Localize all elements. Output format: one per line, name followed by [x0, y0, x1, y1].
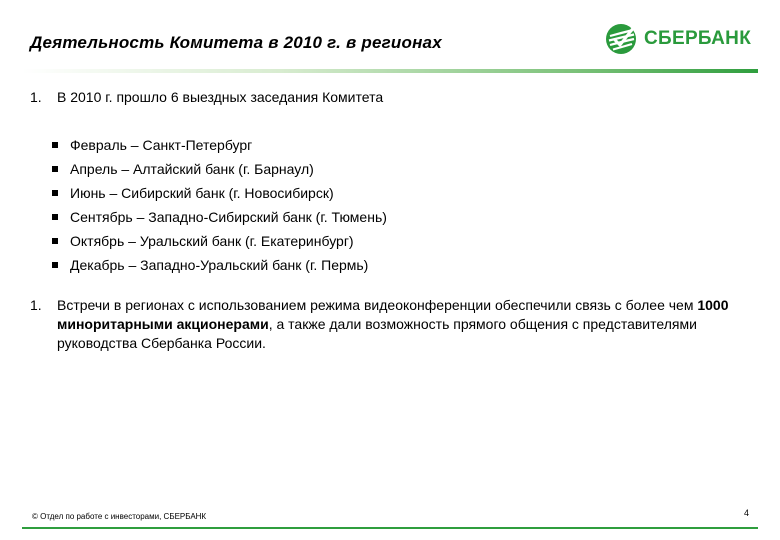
page-number: 4 [744, 508, 750, 518]
point-2-text-end: , а также дали возможность прямого общения с представителями руководства Сбербанка России. [57, 316, 697, 351]
point-2-text-bold: 1000 миноритарными акционерами [57, 297, 729, 332]
sberbank-logo-icon [604, 22, 638, 56]
meeting-text: Февраль – Санкт-Петербург [70, 137, 253, 153]
point-2-text [57, 296, 730, 353]
sberbank-logo [604, 22, 764, 58]
bullet-square-icon [52, 214, 58, 220]
logo-text: СБЕРБАНК [644, 28, 752, 49]
bullet-square-icon [52, 262, 58, 268]
point-1-number: 1. [30, 89, 42, 105]
point-2 [30, 296, 730, 353]
bullet-square-icon [52, 190, 58, 196]
bullet-square-icon [52, 238, 58, 244]
point-2-text-start: Встречи в регионах с использованием режима видеоконференции обеспечили связь с более чем [57, 297, 698, 313]
page-title: Деятельность Комитета в 2010 г. в регионах [30, 33, 442, 52]
meeting-text: Июнь – Сибирский банк (г. Новосибирск) [70, 185, 334, 201]
bullet-square-icon [52, 142, 58, 148]
point-1 [30, 89, 383, 105]
header-divider [22, 69, 758, 73]
footer-copyright: © Отдел по работе с инвесторами, СБЕРБАНК [32, 512, 207, 521]
bullet-square-icon [52, 166, 58, 172]
meeting-text: Апрель – Алтайский банк (г. Барнаул) [70, 161, 314, 177]
point-2-number: 1. [30, 297, 42, 313]
meeting-text: Октябрь – Уральский банк (г. Екатеринбург) [70, 233, 354, 249]
meeting-text: Сентябрь – Западно-Сибирский банк (г. Тюмень) [70, 209, 387, 225]
footer-divider [22, 527, 758, 529]
meeting-text: Декабрь – Западно-Уральский банк (г. Пермь) [70, 257, 369, 273]
point-1-text: В 2010 г. прошло 6 выездных заседания Комитета [57, 89, 384, 105]
